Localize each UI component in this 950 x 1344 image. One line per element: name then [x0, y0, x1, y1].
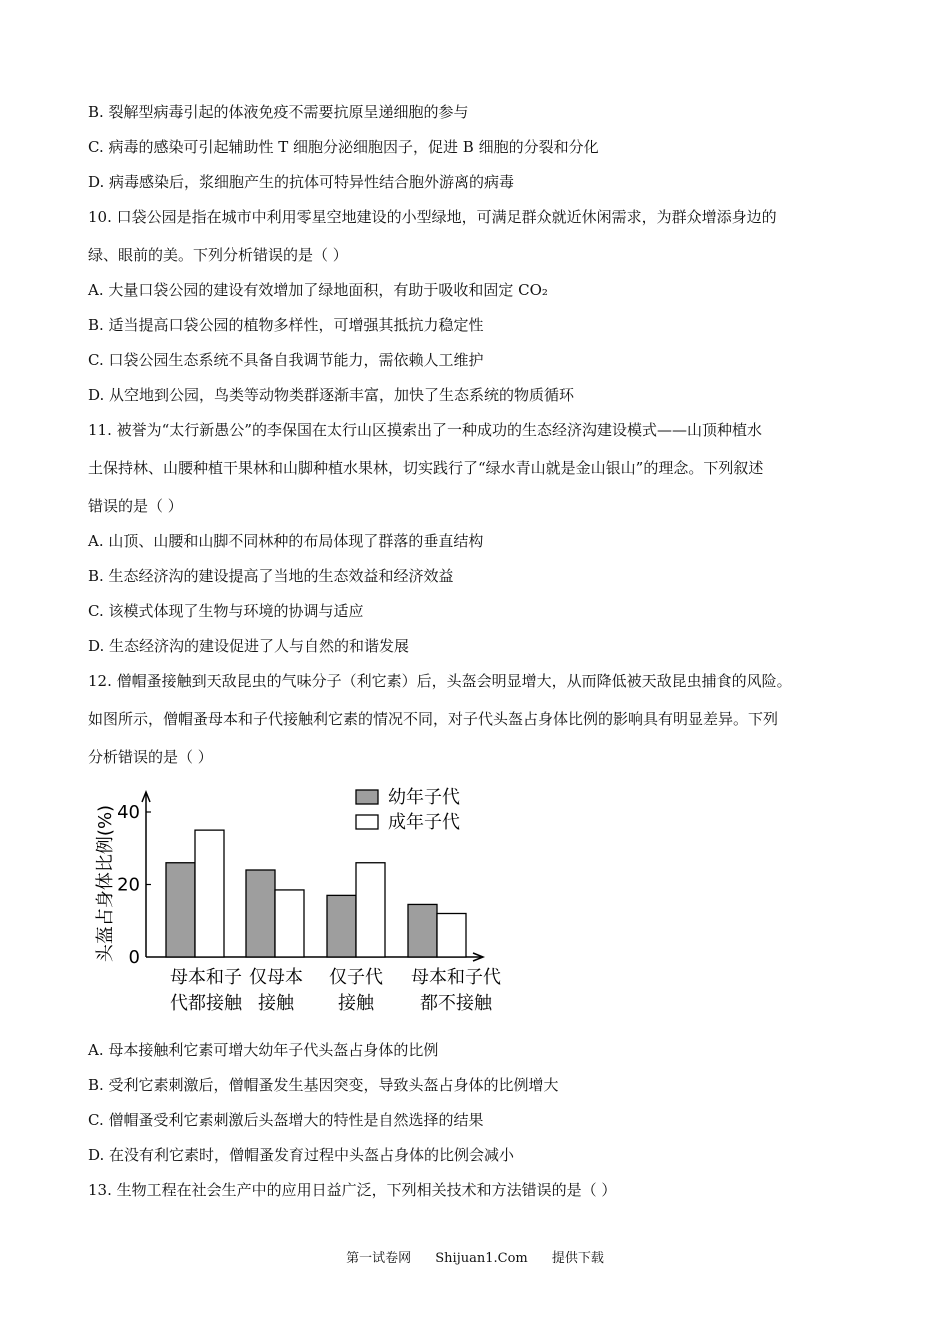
footer: [0, 1247, 950, 1266]
bar: [195, 830, 224, 957]
text-line: 分析错误的是（ ）: [88, 748, 213, 766]
category-label: 仅子代: [329, 967, 383, 988]
category-label: 接触: [338, 993, 374, 1014]
text-line: D. 生态经济沟的建设促进了人与自然的和谐发展: [88, 637, 410, 655]
legend-swatch: [356, 790, 378, 804]
text-line: B. 裂解型病毒引起的体液免疫不需要抗原呈递细胞的参与: [88, 103, 469, 121]
legend-label: 成年子代: [388, 812, 460, 833]
bar: [327, 895, 356, 957]
text-line: 错误的是（ ）: [88, 497, 183, 515]
bar: [437, 914, 466, 958]
text-line: 12. 僧帽蚤接触到天敌昆虫的气味分子（利它素）后，头盔会明显增大，从而降低被天敌昆虫捕食的风险。: [88, 672, 792, 690]
y-tick-label: 0: [128, 947, 140, 968]
y-tick-label: 20: [117, 874, 140, 896]
text-line: 土保持林、山腰种植干果林和山脚种植水果林，切实践行了“绿水青山就是金山银山”的理念。下列叙述: [88, 459, 764, 477]
legend-label: 幼年子代: [388, 787, 460, 808]
text-line: B. 生态经济沟的建设提高了当地的生态效益和经济效益: [88, 567, 454, 585]
text-line: B. 适当提高口袋公园的植物多样性，可增强其抵抗力稳定性: [88, 316, 484, 334]
text-line: 11. 被誉为“太行新愚公”的李保国在太行山区摸索出了一种成功的生态经济沟建设模式——山顶种植水: [88, 421, 762, 439]
category-label: 仅母本: [249, 967, 303, 988]
text-line: 13. 生物工程在社会生产中的应用日益广泛，下列相关技术和方法错误的是（ ）: [88, 1181, 617, 1199]
text-line: A. 山顶、山腰和山脚不同林种的布局体现了群落的垂直结构: [88, 532, 484, 550]
bar: [356, 863, 385, 957]
text-line: A. 母本接触利它素可增大幼年子代头盔占身体的比例: [88, 1041, 439, 1059]
bar: [408, 904, 437, 957]
footer-middle: Shijuan1.Com: [435, 1251, 528, 1266]
text-line: A. 大量口袋公园的建设有效增加了绿地面积，有助于吸收和固定 CO₂: [88, 281, 548, 299]
category-label: 母本和子: [170, 967, 242, 988]
footer-left: 第一试卷网: [346, 1251, 412, 1266]
text-line: C. 僧帽蚤受利它素刺激后头盔增大的特性是自然选择的结果: [88, 1111, 484, 1129]
bar: [275, 890, 304, 957]
category-label: 母本和子代: [411, 967, 501, 988]
y-axis-label: 头盔占身体比例(%): [95, 804, 116, 963]
y-tick-label: 40: [117, 802, 140, 823]
text-line: B. 受利它素刺激后，僧帽蚤发生基因突变，导致头盔占身体的比例增大: [88, 1076, 559, 1094]
text-line: C. 口袋公园生态系统不具备自我调节能力，需依赖人工维护: [88, 351, 484, 369]
bar-chart: [86, 782, 526, 1022]
category-label: 都不接触: [420, 993, 492, 1014]
category-label: 接触: [258, 993, 294, 1014]
category-label: 代都接触: [170, 993, 242, 1014]
text-line: D. 在没有利它素时，僧帽蚤发育过程中头盔占身体的比例会减小: [88, 1146, 515, 1164]
text-line: D. 从空地到公园，鸟类等动物类群逐渐丰富，加快了生态系统的物质循环: [88, 386, 575, 404]
legend-swatch: [356, 815, 378, 829]
text-line: 10. 口袋公园是指在城市中利用零星空地建设的小型绿地，可满足群众就近休闲需求，为群众增添身边的: [88, 208, 777, 226]
text-line: 绿、眼前的美。下列分析错误的是（ ）: [88, 246, 348, 264]
text-line: C. 病毒的感染可引起辅助性 T 细胞分泌细胞因子，促进 B 细胞的分裂和分化: [88, 138, 599, 156]
text-line: C. 该模式体现了生物与环境的协调与适应: [88, 602, 364, 620]
text-line: 如图所示，僧帽蚤母本和子代接触利它素的情况不同，对子代头盔占身体比例的影响具有明显差异。下列: [88, 710, 779, 728]
footer-right: 提供下载: [551, 1251, 604, 1266]
text-line: D. 病毒感染后，浆细胞产生的抗体可特异性结合胞外游离的病毒: [88, 173, 515, 191]
bar: [246, 870, 275, 957]
bar: [166, 863, 195, 957]
